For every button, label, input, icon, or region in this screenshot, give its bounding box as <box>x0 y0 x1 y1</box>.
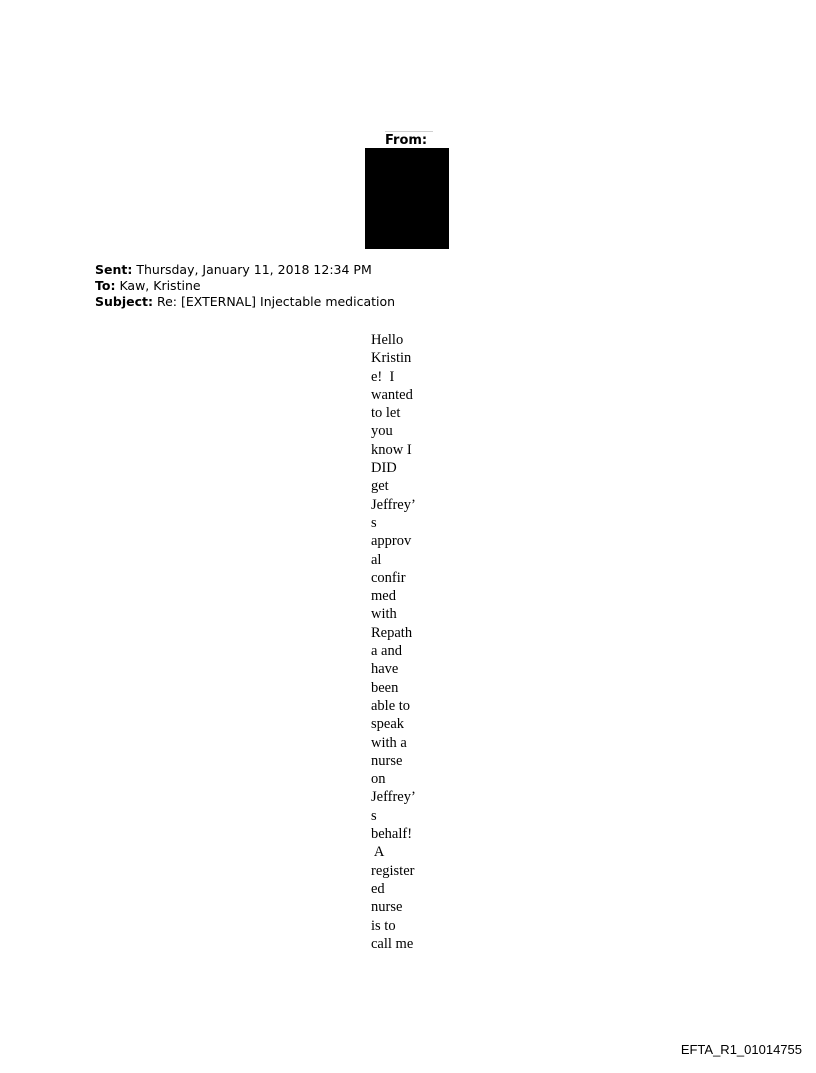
body-line: Repath <box>371 624 413 641</box>
body-line: been <box>371 679 399 696</box>
body-line: know I <box>371 441 412 458</box>
body-line: to let <box>371 405 401 422</box>
body-line: al <box>371 551 382 568</box>
body-line: med <box>371 588 396 605</box>
body-line: wanted <box>371 386 413 403</box>
to-label: To: <box>95 278 116 293</box>
body-line: approv <box>371 533 412 550</box>
body-line: Kristin <box>371 350 412 367</box>
body-line: is to <box>371 917 396 934</box>
body-line: call me <box>371 935 414 952</box>
sent-value: Thursday, January 11, 2018 12:34 PM <box>136 262 372 277</box>
body-line: have <box>371 661 399 678</box>
body-line: register <box>371 862 415 879</box>
body-line: speak <box>371 716 405 733</box>
body-line: get <box>371 478 389 495</box>
subject-row <box>95 294 395 310</box>
body-line: able to <box>371 697 411 714</box>
body-line: DID <box>371 460 397 477</box>
body-line: nurse <box>371 752 403 769</box>
redaction-block <box>365 148 449 249</box>
subject-value: Re: [EXTERNAL] Injectable medication <box>156 294 396 309</box>
body-line: A <box>371 844 385 861</box>
to-row <box>95 278 395 294</box>
document-id: EFTA_R1_01014755 <box>680 1042 802 1057</box>
body-line: with a <box>371 734 407 751</box>
body-line: Jeffrey’ <box>371 496 416 513</box>
from-label: From: <box>385 133 428 148</box>
body-line: Jeffrey’ <box>371 789 416 806</box>
body-line: ed <box>371 880 385 897</box>
sent-row <box>95 262 395 278</box>
body-line: a and <box>371 643 402 660</box>
body-line: behalf! <box>371 826 413 843</box>
body-line: with <box>371 606 397 623</box>
email-body <box>371 331 435 953</box>
body-line: s <box>371 807 377 824</box>
from-divider <box>385 131 433 132</box>
body-line: nurse <box>371 899 403 916</box>
body-line: s <box>371 514 377 531</box>
email-headers <box>95 262 395 310</box>
subject-label: Subject: <box>95 294 153 309</box>
sent-label: Sent: <box>95 262 133 277</box>
body-line: Hello <box>371 332 404 348</box>
body-line: confir <box>371 569 406 586</box>
body-line: you <box>371 423 393 440</box>
body-line: on <box>371 771 386 788</box>
to-value: Kaw, Kristine <box>119 278 201 293</box>
body-line: e! I <box>371 368 395 385</box>
